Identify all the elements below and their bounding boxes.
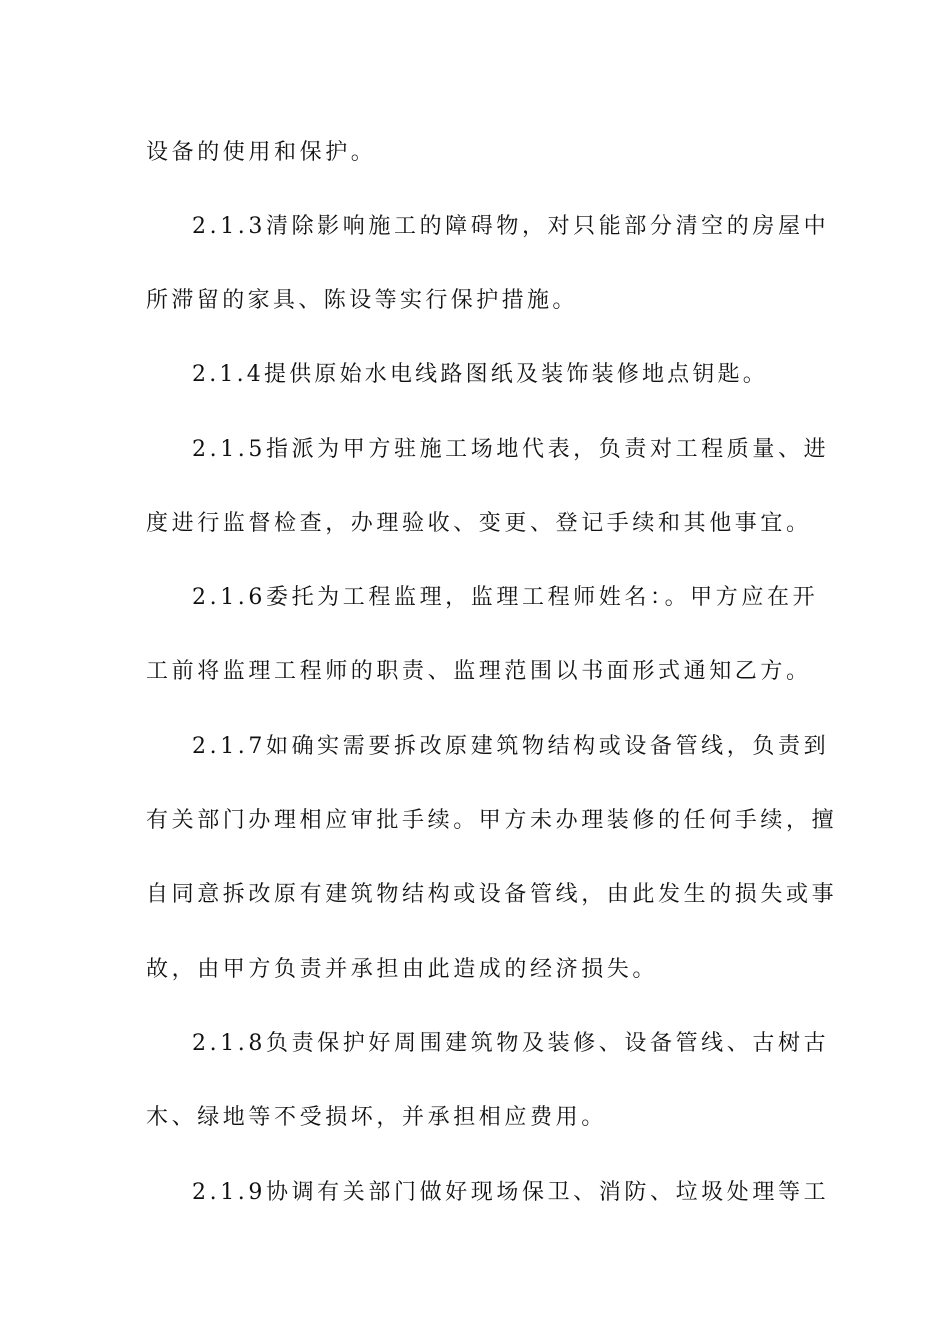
paragraph-line: 所滞留的家具、陈设等实行保护措施。 bbox=[146, 288, 578, 313]
paragraph-line: 木、绿地等不受损坏，并承担相应费用。 bbox=[146, 1105, 607, 1130]
clause-2-1-9-line: 2.1.9协调有关部门做好现场保卫、消防、垃圾处理等工 bbox=[192, 1180, 830, 1205]
clause-2-1-3-line: 2.1.3清除影响施工的障碍物，对只能部分清空的房屋中 bbox=[192, 214, 830, 239]
clause-2-1-4-line: 2.1.4提供原始水电线路图纸及装饰装修地点钥匙。 bbox=[192, 362, 768, 387]
clause-2-1-6-line: 2.1.6委托为工程监理，监理工程师姓名：。甲方应在开 bbox=[192, 585, 819, 610]
paragraph-line: 设备的使用和保护。 bbox=[146, 140, 377, 165]
clause-2-1-8-line: 2.1.8负责保护好周围建筑物及装修、设备管线、古树古 bbox=[192, 1031, 830, 1056]
paragraph-line: 度进行监督检查，办理验收、变更、登记手续和其他事宜。 bbox=[146, 511, 812, 536]
clause-2-1-7-line: 2.1.7如确实需要拆改原建筑物结构或设备管线，负责到 bbox=[192, 734, 830, 759]
paragraph-line: 有关部门办理相应审批手续。甲方未办理装修的任何手续，擅 bbox=[146, 808, 838, 833]
paragraph-line: 自同意拆改原有建筑物结构或设备管线，由此发生的损失或事 bbox=[146, 882, 838, 907]
clause-2-1-5-line: 2.1.5指派为甲方驻施工场地代表，负责对工程质量、进 bbox=[192, 437, 830, 462]
paragraph-line: 故，由甲方负责并承担由此造成的经济损失。 bbox=[146, 957, 659, 982]
paragraph-line: 工前将监理工程师的职责、监理范围以书面形式通知乙方。 bbox=[146, 659, 812, 684]
